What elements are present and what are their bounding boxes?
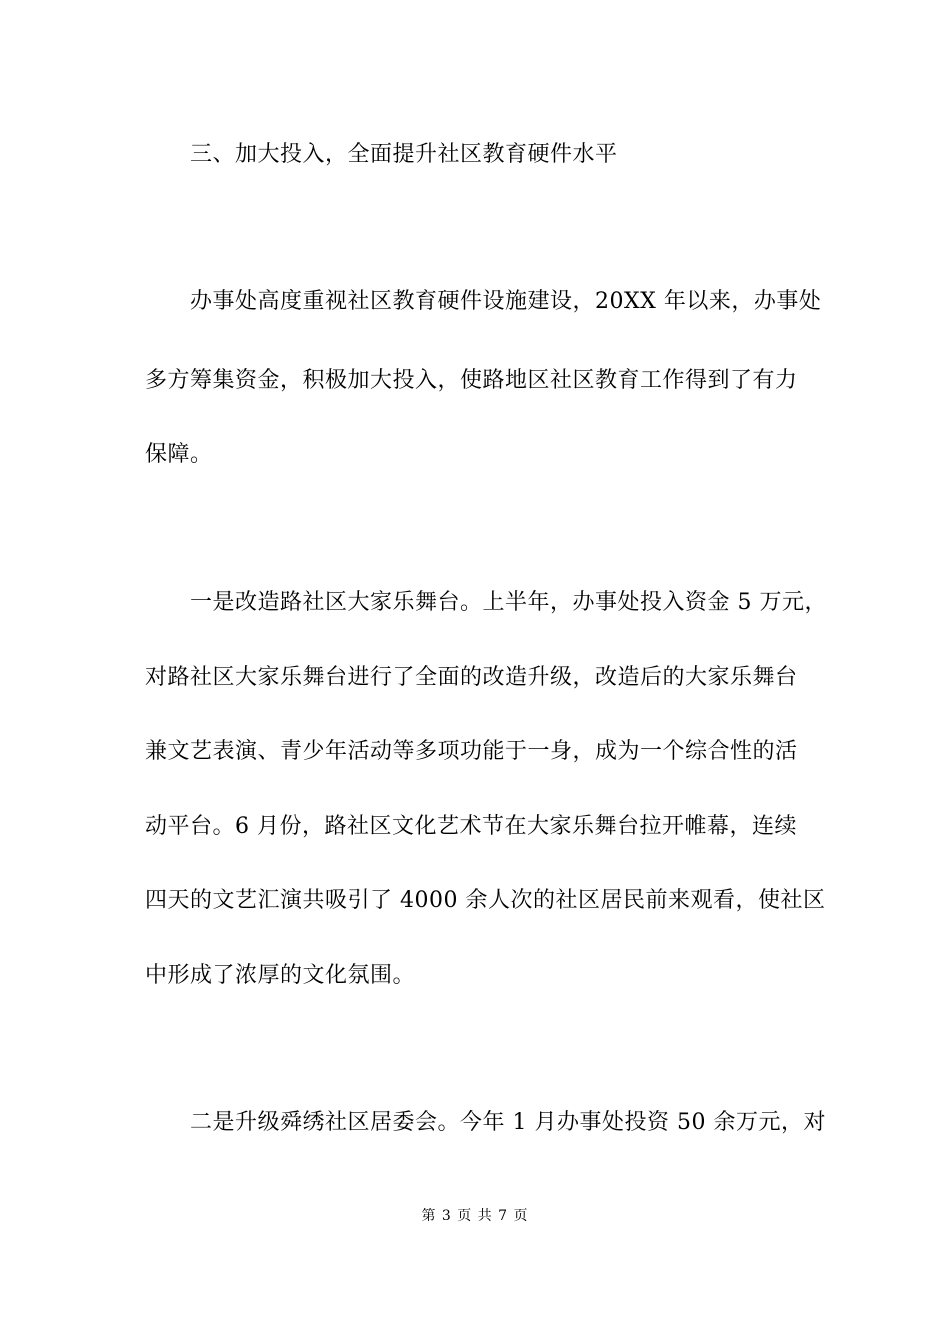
paragraph-line: 多方筹集资金，积极加大投入，使路地区社区教育工作得到了有力 [145, 368, 798, 393]
paragraph-line: 动平台。6 月份，路社区文化艺术节在大家乐舞台拉开帷幕，连续 [145, 814, 797, 839]
paragraph-line: 中形成了浓厚的文化氛围。 [145, 963, 416, 988]
section-heading: 三、加大投入，全面提升社区教育硬件水平 [190, 142, 618, 167]
page-number-footer: 第 3 页 共 7 页 [421, 1208, 529, 1224]
paragraph-line: 兼文艺表演、青少年活动等多项功能于一身，成为一个综合性的活 [145, 739, 798, 764]
paragraph-line: 四天的文艺汇演共吸引了 4000 余人次的社区居民前来观看，使社区 [145, 888, 826, 913]
paragraph-line: 二是升级舜绣社区居委会。今年 1 月办事处投资 50 余万元，对 [190, 1110, 826, 1135]
paragraph-line: 对路社区大家乐舞台进行了全面的改造升级，改造后的大家乐舞台 [145, 665, 798, 690]
paragraph-line: 办事处高度重视社区教育硬件设施建设，20XX 年以来，办事处 [190, 289, 822, 314]
paragraph-line: 保障。 [145, 442, 213, 467]
paragraph-line: 一是改造路社区大家乐舞台。上半年，办事处投入资金 5 万元， [190, 590, 827, 615]
